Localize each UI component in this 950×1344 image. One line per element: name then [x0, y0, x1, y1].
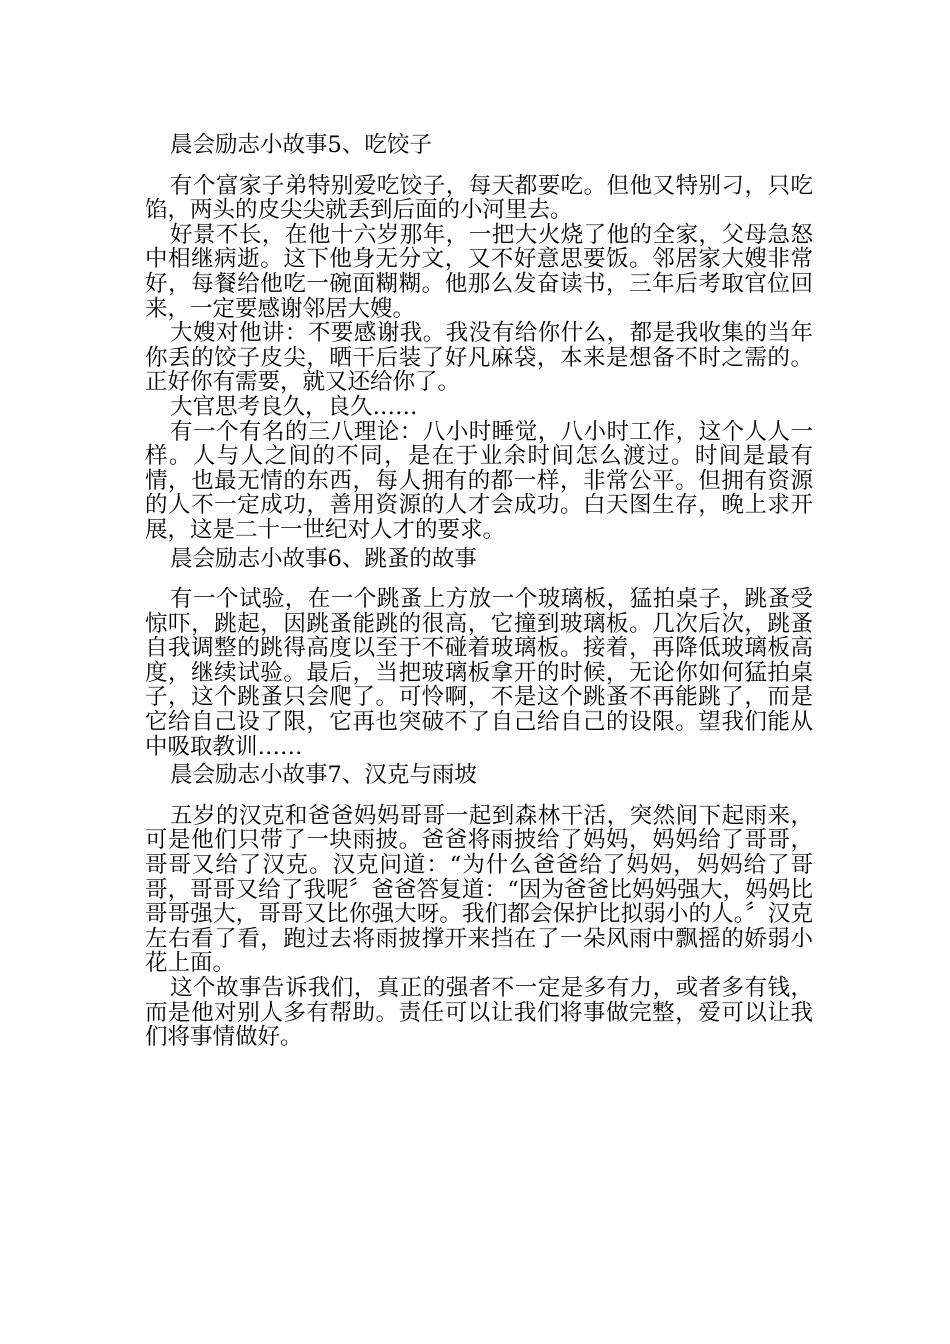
section-heading: 晨会励志小故事6、跳蚤的故事	[170, 545, 477, 572]
paragraph: 五岁的汉克和爸爸妈妈哥哥一起到森林干活，突然间下起雨来，可是他们只带了一块雨披。爸爸将雨披给了妈妈，妈妈给了哥哥，哥哥又给了汉克。汉克问道：“为什么爸爸给了妈妈，妈妈给了哥哥，哥哥又给了我呢〞爸爸答复道：“因为爸爸比妈妈强大，妈妈比哥哥强大，哥哥又比你强大呀。我们都会保护比拟弱小的人。〞汉克左右看了看，跑过去将雨披撑开来挡在了一朵风雨中飘摇的娇弱小花上面。	[145, 802, 813, 977]
document-body	[145, 133, 813, 1050]
paragraph: 有一个有名的三八理论：八小时睡觉，八小时工作，这个人人一样。人与人之间的不同，是在于业余时间怎么渡过。时间是最有情，也最无情的东西，每人拥有的都一样，非常公平。但拥有资源的人不一定成功，善用资源的人才会成功。白天图生存，晚上求开展，这是二十一世纪对人才的要求。	[145, 418, 813, 543]
section-heading: 晨会励志小故事7、汉克与雨坡	[170, 762, 477, 789]
story-section-6	[145, 547, 813, 760]
story-section-5	[145, 133, 813, 543]
paragraph: 这个故事告诉我们，真正的强者不一定是多有力，或者多有钱，而是他对别人多有帮助。责任可以让我们将事做完整，爱可以让我们将事情做好。	[145, 975, 813, 1051]
paragraph: 大官思考良久，良久……	[170, 393, 418, 420]
paragraph: 好景不长，在他十六岁那年，一把大火烧了他的全家，父母急怒中相继病逝。这下他身无分文，又不好意思要饭。邻居家大嫂非常好，每餐给他吃一碗面糊糊。他那么发奋读书，三年后考取官位回来，一定要感谢邻居大嫂。	[145, 221, 813, 322]
paragraph: 大嫂对他讲：不要感谢我。我没有给你什么，都是我收集的当年你丢的饺子皮尖，晒干后装了好凡麻袋，本来是想备不时之需的。正好你有需要，就又还给你了。	[145, 320, 813, 396]
paragraph: 有一个试验，在一个跳蚤上方放一个玻璃板，猛拍桌子，跳蚤受惊吓，跳起，因跳蚤能跳的很高，它撞到玻璃板。几次后次，跳蚤自我调整的跳得高度以至于不碰着玻璃板。接着，再降低玻璃板高度，继续试验。最后，当把玻璃板拿开的时候，无论你如何猛拍桌子，这个跳蚤只会爬了。可怜啊，不是这个跳蚤不再能跳了，而是它给自己设了限，它再也突破不了自己给自己的设限。望我们能从中吸取教训……	[145, 586, 813, 760]
paragraph: 有个富家子弟特别爱吃饺子，每天都要吃。但他又特别刁，只吃馅，两头的皮尖尖就丢到后面的小河里去。	[145, 172, 813, 224]
story-section-7	[145, 763, 813, 1050]
section-heading: 晨会励志小故事5、吃饺子	[170, 132, 432, 158]
